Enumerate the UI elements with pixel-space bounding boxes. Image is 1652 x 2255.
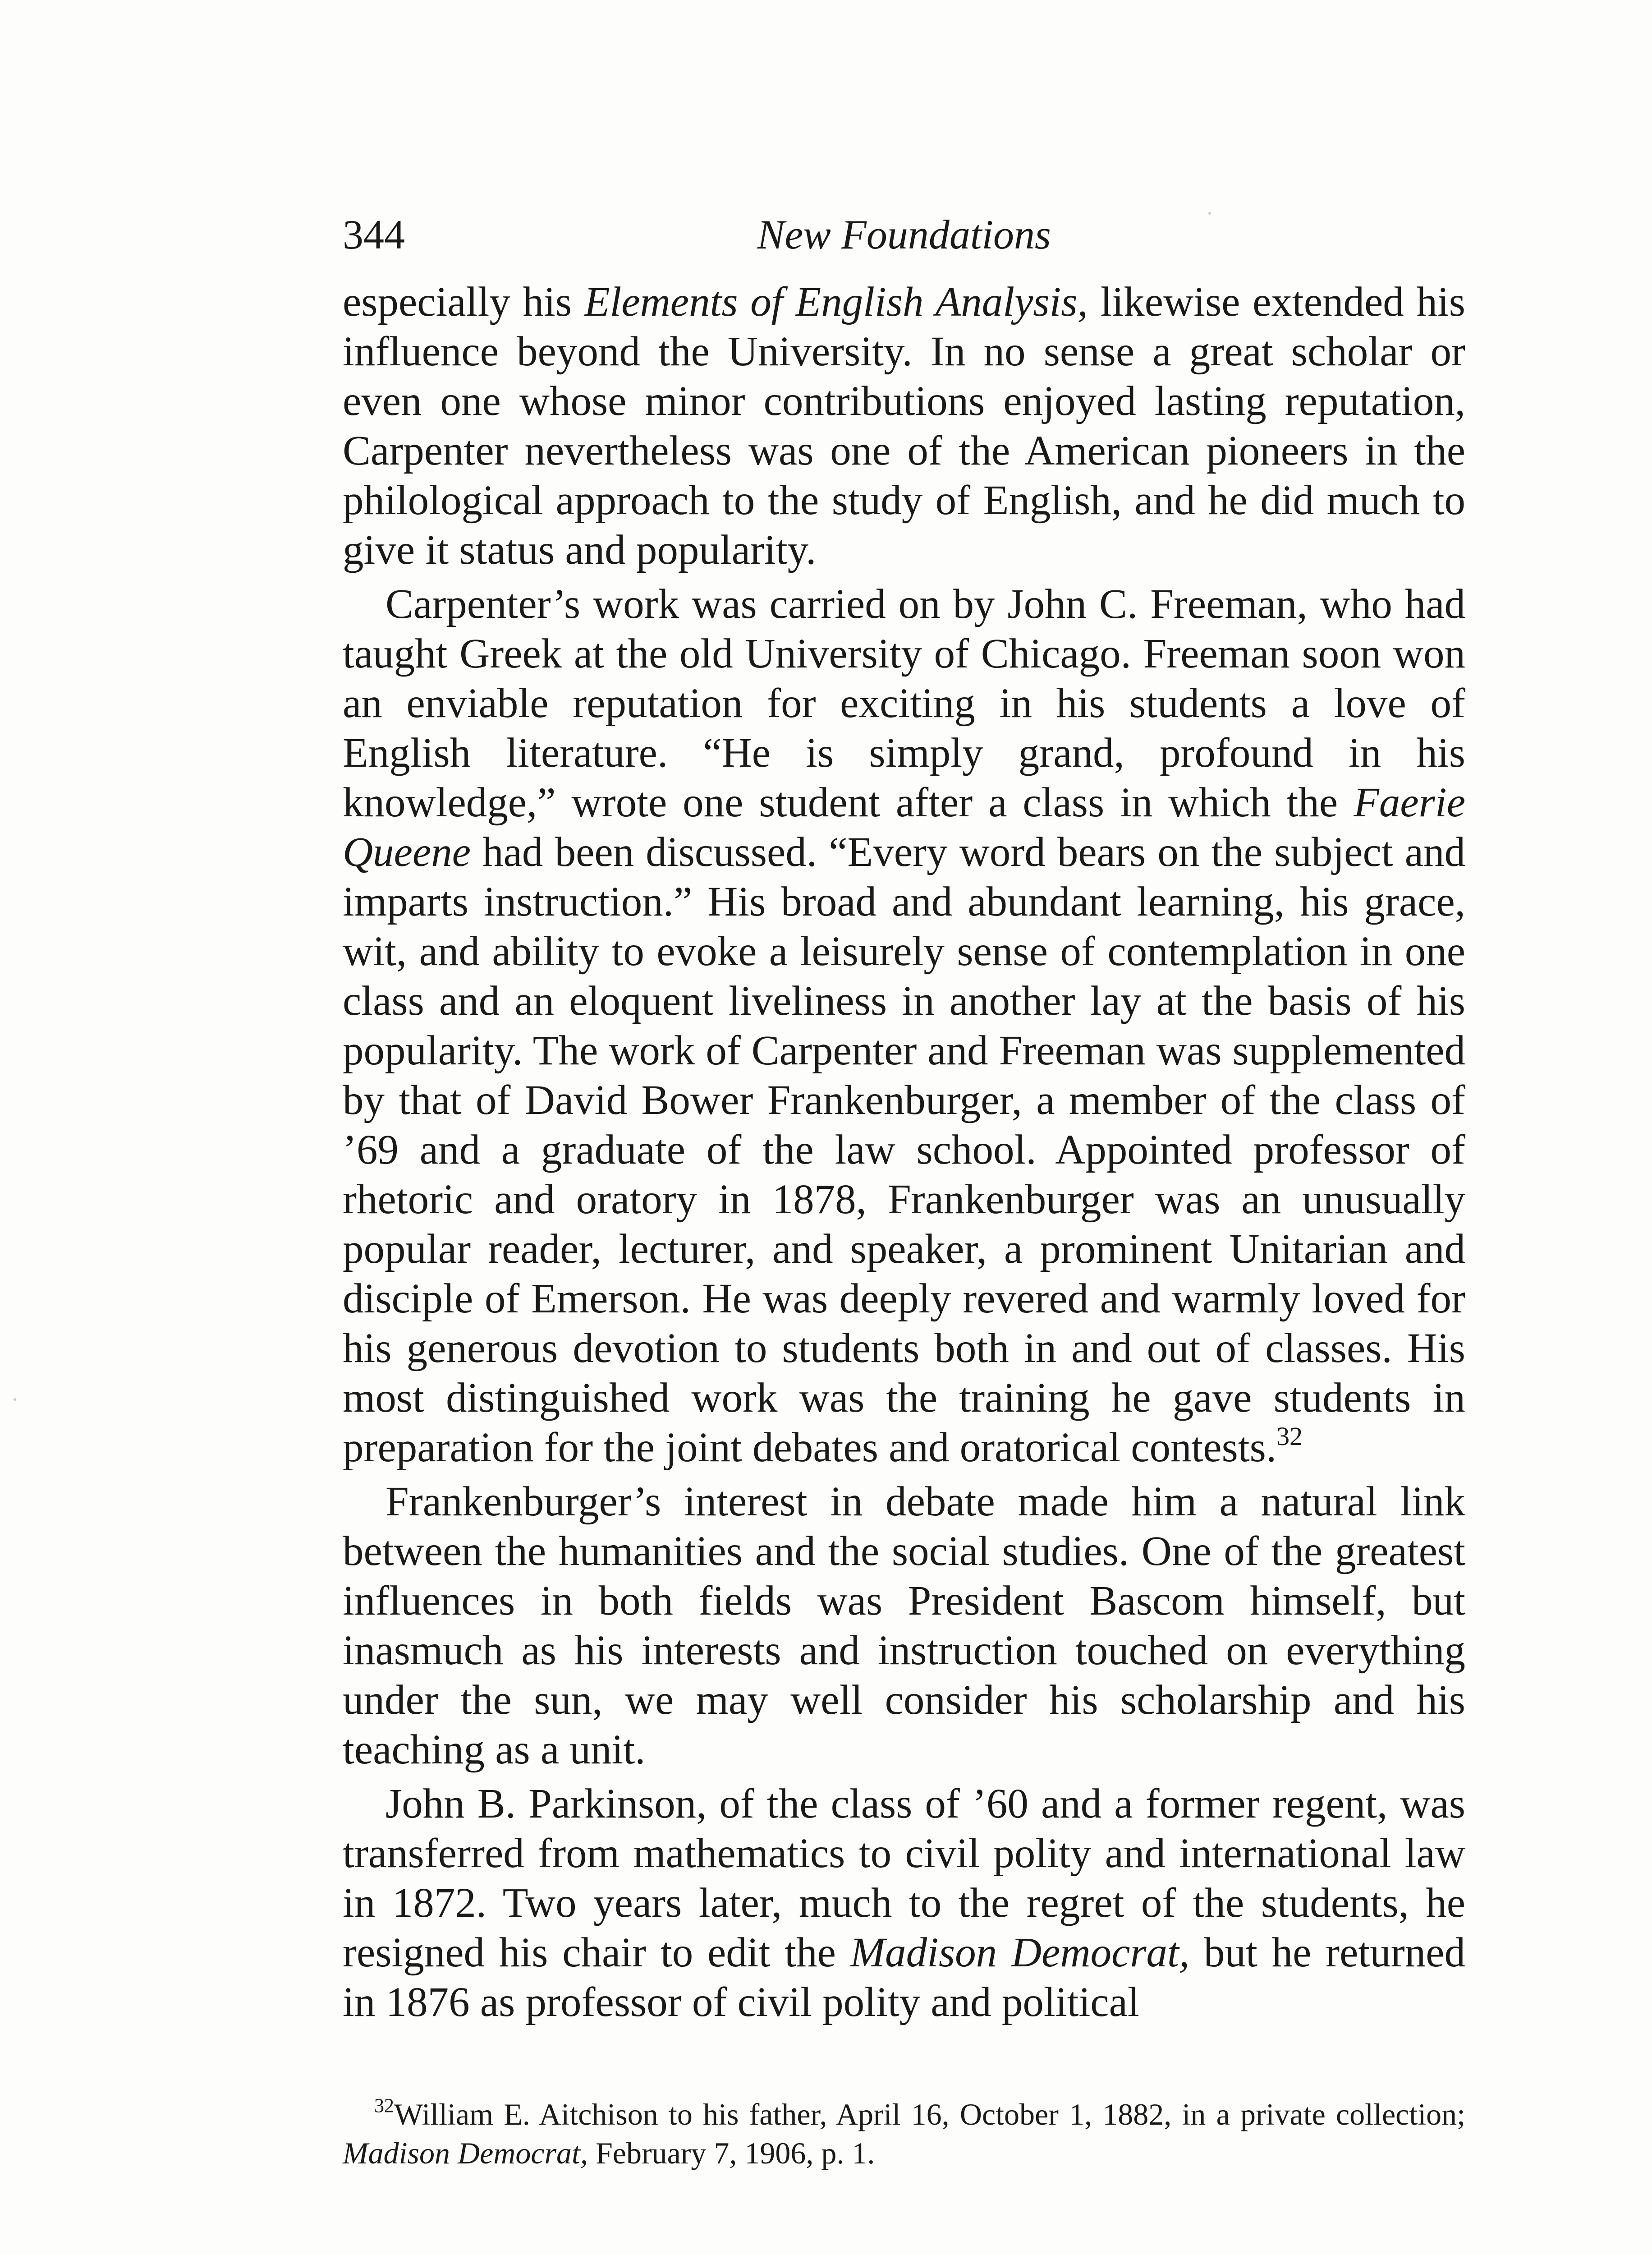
newspaper-title: Madison Democrat,	[343, 2136, 588, 2170]
paragraph	[343, 580, 1465, 1473]
running-head: New Foundations	[757, 212, 1051, 258]
book-title: Faerie Queene	[343, 779, 1465, 875]
text-run: but he returned in 1876 as professor of civil polity and political	[343, 1929, 1465, 2025]
text-run: had been discussed. “Every word bears on the subject and imparts instruction.” His broad and abundant learning, his grace, wit, and ability to evoke a leisurely sense of contemplation in one class and an eloquent liveliness in another lay at the basis of his popularity. The work of Carpenter and Freeman was supplemented by that of David Bower Frankenburger, a member of the class of ’69 and a graduate of the law school. Appointed professor of rhetoric and oratory in 1878, Frankenburger was an unusually popular reader, lecturer, and speaker, a prominent Unitarian and disciple of Emerson. He was deeply revered and warmly loved for his generous devotion to students both in and out of classes. His most distinguished work was the training he gave students in preparation for the joint debates and oratorical contests.	[343, 829, 1465, 1471]
footnote-number: 32	[374, 2094, 394, 2117]
footnote-reference: 32	[1276, 1422, 1303, 1451]
paragraph	[343, 1779, 1465, 2027]
newspaper-title: Madison Democrat,	[850, 1929, 1190, 1976]
footnote	[343, 2095, 1465, 2172]
text-run: especially his	[343, 279, 584, 325]
scan-speck	[1208, 212, 1211, 215]
text-run: John B. Parkinson, of the class of ’60 and a former regent, was transferred from mathematics to civil polity and international law in 1872. Two years later, much to the regret of the students, he resigned his chair to edit the	[343, 1781, 1465, 1976]
paragraph-continued	[343, 277, 1465, 575]
scan-speck	[14, 1398, 16, 1401]
book-title: Elements of English Analysis,	[584, 279, 1088, 325]
text-run: likewise extended his influence beyond the University. In no sense a great scholar or even one whose minor contributions enjoyed lasting reputation, Carpenter nevertheless was one of the American pioneers in the philological approach to the study of English, and he did much to give it status and popularity.	[343, 279, 1465, 573]
paragraph: Frankenburger’s interest in debate made him a natural link between the humanities and the social studies. One of the greatest influences in both fields was President Bascom himself, but inasmuch as his interests and instruction touched on everything under the sun, we may well consider his scholarship and his teaching as a unit.	[343, 1478, 1465, 1773]
text-run: William E. Aitchison to his father, April 16, October 1, 1882, in a private collection;	[394, 2097, 1465, 2131]
page-number: 344	[343, 212, 405, 258]
text-run: Carpenter’s work was carried on by John C. Freeman, who had taught Greek at the old University of Chicago. Freeman soon won an enviable reputation for exciting in his students a love of English literature. “He is simply grand, profound in his knowledge,” wrote one student after a class in which the	[343, 581, 1465, 826]
footnote-text	[343, 2095, 1465, 2172]
text-run: February 7, 1906, p. 1.	[587, 2136, 875, 2170]
body-text	[343, 277, 1465, 2032]
page-header	[343, 203, 1465, 266]
